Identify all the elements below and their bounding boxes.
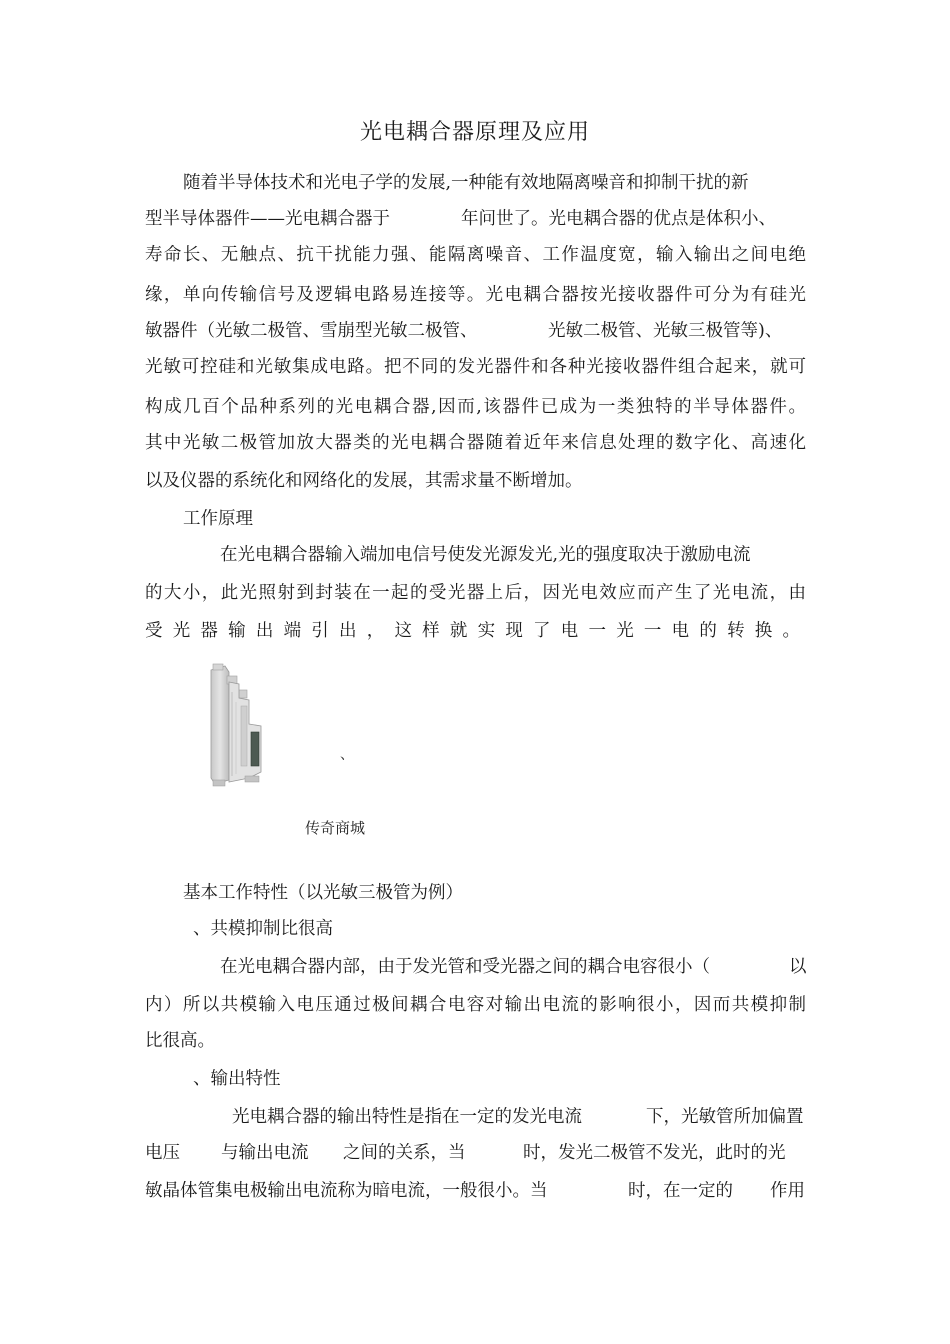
principle-line-3: 受光器输出端引出，这样就实现了电一光一电的转换。 — [145, 621, 800, 641]
intro-line-2b: 年问世了。光电耦合器的优点是体积小、 — [461, 209, 776, 229]
intro-line-9: 以及仪器的系统化和网络化的发展，其需求量不断增加。 — [145, 471, 583, 491]
intro-line-8: 其中光敏二极管加放大器类的光电耦合器随着近年来信息处理的数字化、高速化 — [145, 433, 806, 453]
figure-caption: 传奇商城 — [305, 819, 366, 837]
cmrr-line-2: 内）所以共模输入电压通过极间耦合电容对输出电流的影响很小，因而共模抑制 — [145, 995, 806, 1015]
figure-mark: 、 — [340, 747, 354, 763]
intro-line-6: 光敏可控硅和光敏集成电路。把不同的发光器件和各种光接收器件组合起来，就可 — [145, 357, 806, 377]
output-line-2a: 电压 — [145, 1143, 180, 1163]
output-line-1b: 下，光敏管所加偏置 — [646, 1107, 804, 1127]
output-line-2b: 与输出电流 — [221, 1143, 309, 1163]
output-line-3b: 时，在一定的 — [628, 1181, 733, 1201]
output-line-3c: 作用 — [770, 1181, 805, 1201]
page-title: 光电耦合器原理及应用 — [359, 120, 590, 145]
cmrr-line-1a: 在光电耦合器内部，由于发光管和受光器之间的耦合电容很小（ — [220, 957, 710, 977]
output-line-1a: 光电耦合器的输出特性是指在一定的发光电流 — [232, 1107, 582, 1127]
intro-line-5a: 敏器件（光敏二极管、雪崩型光敏二极管、 — [145, 321, 478, 341]
intro-line-3: 寿命长、无触点、抗干扰能力强、能隔离噪音、工作温度宽，输入输出之间电绝 — [145, 245, 806, 265]
intro-line-7: 构成几百个品种系列的光电耦合器,因而,该器件已成为一类独特的半导体器件。 — [145, 397, 806, 417]
intro-line-2a: 型半导体器件——光电耦合器于 — [145, 209, 390, 229]
intro-line-4: 缘，单向传输信号及逻辑电路易连接等。光电耦合器按光接收器件可分为有硅光 — [145, 285, 806, 305]
intro-line-5b: 光敏二极管、光敏三极管等)、 — [548, 321, 783, 341]
intro-line-1: 随着半导体技术和光电子学的发展,一种能有效地隔离噪音和抑制干扰的新 — [183, 173, 749, 193]
output-line-2d: 时，发光二极管不发光，此时的光 — [523, 1143, 786, 1163]
subheading-output: 、输出特性 — [193, 1069, 281, 1089]
characteristics-heading: 基本工作特性（以光敏三极管为例） — [183, 883, 463, 903]
subheading-cmrr: 、共模抑制比很高 — [193, 919, 333, 939]
output-line-2c: 之间的关系，当 — [343, 1143, 466, 1163]
principle-line-2: 的大小，此光照射到封装在一起的受光器上后，因光电效应而产生了光电流，由 — [145, 583, 806, 603]
principle-line-1: 在光电耦合器输入端加电信号使发光源发光,光的强度取决于激励电流 — [220, 545, 751, 565]
cmrr-line-1b: 以 — [789, 957, 807, 977]
cmrr-line-3: 比很高。 — [145, 1031, 215, 1051]
principle-heading: 工作原理 — [183, 509, 253, 529]
product-image — [205, 662, 267, 790]
output-line-3a: 敏晶体管集电极输出电流称为暗电流，一般很小。当 — [145, 1181, 548, 1201]
